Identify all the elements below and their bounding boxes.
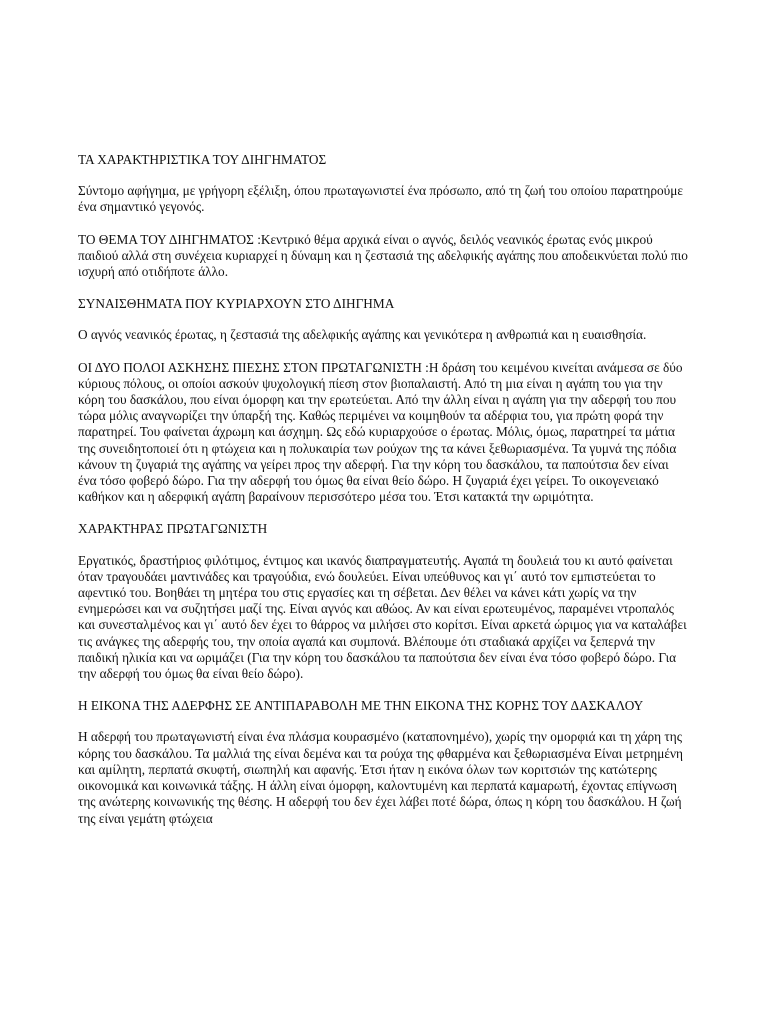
heading-sister-image: Η ΕΙΚΟΝΑ ΤΗΣ ΑΔΕΡΦΗΣ ΣΕ ΑΝΤΙΠΑΡΑΒΟΛΗ ΜΕ ΤΗΝ ΕΙΚΟΝΑ ΤΗΣ ΚΟΡΗΣ ΤΟΥ ΔΑΣΚΑΛΟΥ <box>78 698 644 714</box>
heading-emotions: ΣΥΝΑΙΣΘΗΜΑΤΑ ΠΟΥ ΚΥΡΙΑΡΧΟΥΝ ΣΤΟ ΔΙΗΓΗΜΑ <box>78 296 395 312</box>
document-page <box>78 152 690 843</box>
heading-characteristics: ΤΑ ΧΑΡΑΚΤΗΡΙΣΤΙΚΑ ΤΟΥ ΔΙΗΓΗΜΑΤΟΣ <box>78 152 327 167</box>
paragraph-characteristics: Σύντομο αφήγημα, με γρήγορη εξέλιξη, όπου πρωταγωνιστεί ένα πρόσωπο, από τη ζωή του οποίου παρατηρούμε ένα σημαντικό γεγονός. <box>78 183 683 215</box>
paragraph-emotions: Ο αγνός νεανικός έρωτας, η ζεστασιά της αδελφικής αγάπης και γενικότερα η ανθρωπιά και η ευαισθησία. <box>78 327 647 343</box>
paragraph-theme: ΤΟ ΘΕΜΑ ΤΟΥ ΔΙΗΓΗΜΑΤΟΣ :Κεντρικό θέμα αρχικά είναι ο αγνός, δειλός νεανικός έρωτας ενός μικρού παιδιού αλλά στη συνέχεια κυριαρχεί η δύναμη και η ζεστασιά της αδελφικής αγάπης που αποδεικνύεται πολύ πιο ισχυρή από οτιδήποτε άλλο. <box>78 231 688 280</box>
paragraph-two-poles: ΟΙ ΔΥΟ ΠΟΛΟΙ ΑΣΚΗΣΗΣ ΠΙΕΣΗΣ ΣΤΟΝ ΠΡΩΤΑΓΩΝΙΣΤΗ :Η δράση του κειμένου κινείται ανάμεσα σε δύο κύριους πόλους, οι οποίοι ασκούν ψυχολογική πίεση στον βιοπαλαιστή. Από τη μια είναι η αγάπη του για την κόρη του δασκάλου, που είναι όμορφη και την ερωτεύεται. Από την άλλη είναι η αγάπη για την αδερφή του που τώρα μόλις αναγνωρίζει την ύπαρξή της. Καθώς περιμένει να κοιμηθούν τα αδέρφια του, για πρώτη φορά την παρατηρεί. Του φαίνεται άχρωμη και άσχημη. Ως εδώ κυριαρχούσε ο έρωτας. Μόλις, όμως, παρατηρεί τα μάτια της συνειδητοποιεί ότι η φτώχεια και η πολυκαιρία των ρούχων της τα κάνει ξεθωριασμένα. Τα γυμνά της πόδια κάνουν τη ζυγαριά της αγάπης να γείρει προς την αδερφή. Για την κόρη του δασκάλου, τα παπούτσια δεν είναι ένα τόσο φοβερό δώρο. Για την αδερφή του όμως θα είναι θείο δώρο. Η ζυγαριά έχει γείρει. Το οικογενειακό καθήκον και η αδερφική αγάπη βαραίνουν περισσότερο μέσα του. Έτσι κατακτά την ωριμότητα. <box>78 359 683 505</box>
paragraph-sister-image: Η αδερφή του πρωταγωνιστή είναι ένα πλάσμα κουρασμένο (καταπονημένο), χωρίς την ομορφιά και τη χάρη της κόρης του δασκάλου. Τα μαλλιά της είναι δεμένα και τα ρούχα της φθαρμένα και ξεθωριασμένα Είναι μετρημένη και αμίλητη, περπατά σκυφτή, σιωπηλή και αφανής. Έτσι ήταν η εικόνα όλων των κοριτσιών της κατώτερης οικονομικά και κοινωνικά τάξης. Η άλλη είναι όμορφη, καλοντυμένη και περπατά καμαρωτή, έχοντας επίγνωση της ανώτερης κοινωνικής της θέσης. Η αδερφή του δεν έχει λάβει ποτέ δώρα, όπως η κόρη του δασκάλου. Η ζωή της είναι γεμάτη φτώχεια <box>78 729 683 826</box>
paragraph-protagonist-character: Εργατικός, δραστήριος φιλότιμος, έντιμος και ικανός διαπραγματευτής. Αγαπά τη δουλειά του κι αυτό φαίνεται όταν τραγουδάει μαντινάδες και τραγούδια, ενώ δουλεύει. Είναι υπεύθυνος και γι΄ αυτό τον εμπιστεύεται το αφεντικό του. Βοηθάει τη μητέρα του στις εργασίες και τη σέβεται. Δεν θέλει να κάνει κάτι χωρίς να την ενημερώσει και να συζητήσει μαζί της. Είναι αγνός και αθώος. Αν και είναι ερωτευμένος, παραμένει ντροπαλός και συνεσταλμένος και γι΄ αυτό δεν έχει το θάρρος να μιλήσει στο κορίτσι. Είναι αρκετά ώριμος για να καταλάβει τις ανάγκες της αδερφής του, την οποία αγαπά και συμπονά. Βλέπουμε ότι σταδιακά αρχίζει να ξεπερνά την παιδική ηλικία και να ωριμάζει (Για την κόρη του δασκάλου τα παπούτσια δεν είναι ένα τόσο φοβερό δώρο. Για την αδερφή του όμως θα είναι θείο δώρο). <box>78 552 687 682</box>
heading-protagonist-character: ΧΑΡΑΚΤΗΡΑΣ ΠΡΩΤΑΓΩΝΙΣΤΗ <box>78 521 268 537</box>
